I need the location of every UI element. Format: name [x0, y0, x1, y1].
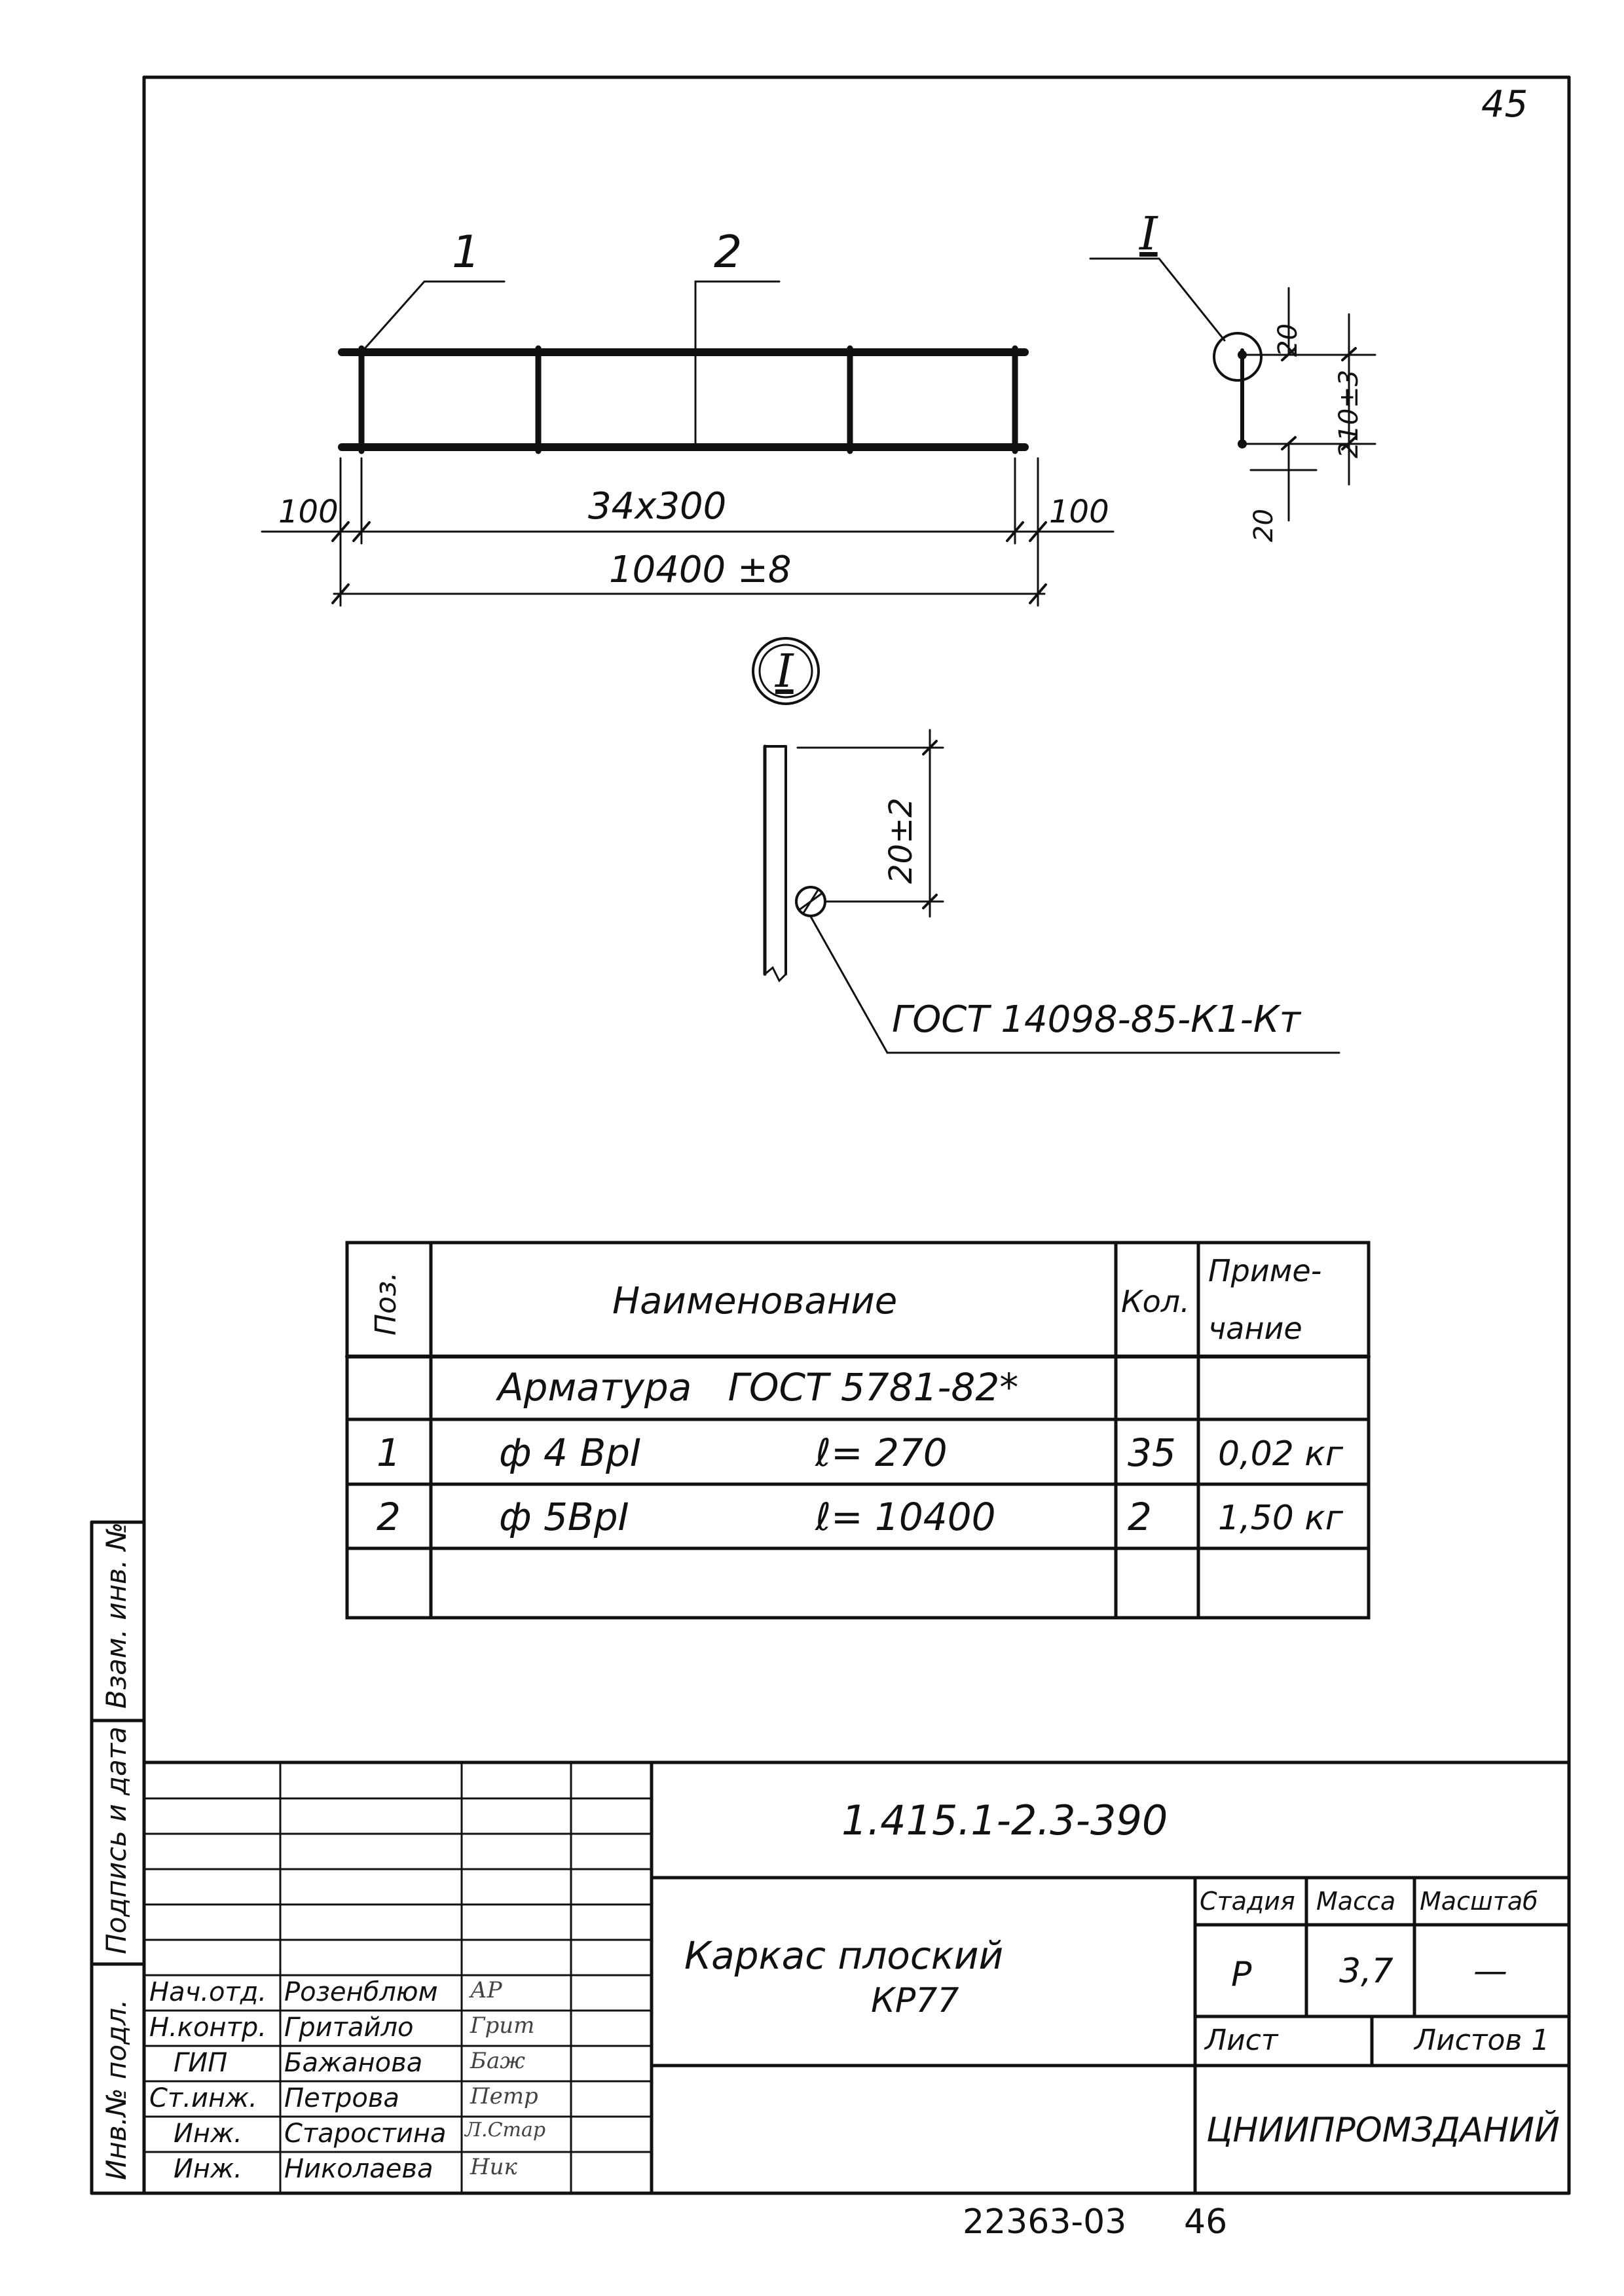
sheet-page-number: 45 — [1481, 83, 1528, 126]
spec-row-name: ф 5ВрI — [499, 1495, 629, 1539]
weld-spec: ГОСТ 14098-85-К1-Кт — [892, 998, 1301, 1041]
staff-role: Н.контр. — [149, 2013, 267, 2043]
sheets-label: Листов 1 — [1414, 2024, 1550, 2057]
dim-section-height: 210±3 — [1334, 369, 1364, 458]
staff-name: Розенблюм — [284, 1977, 438, 2007]
drawing-title-line1: Каркас плоский — [684, 1933, 1004, 1978]
staff-role: Ст.инж. — [149, 2083, 257, 2113]
position-label-2: 2 — [714, 227, 743, 278]
spec-header-qty: Кол. — [1121, 1284, 1190, 1319]
dim-step: 34x300 — [588, 485, 727, 528]
staff-signature: Ник — [470, 2154, 517, 2180]
spec-row-pos: 1 — [377, 1430, 401, 1475]
spec-row-note: 1,50 кг — [1218, 1499, 1344, 1538]
cross-section — [1090, 259, 1375, 520]
detail-view — [753, 638, 1339, 1053]
staff-name: Николаева — [284, 2154, 434, 2184]
organization-name: ЦНИИПРОМЗДАНИЙ — [1206, 2111, 1560, 2150]
spec-header-note-line2: чание — [1208, 1311, 1302, 1346]
spec-header-pos: Поз. — [369, 1271, 403, 1336]
spec-row-pos: 2 — [377, 1495, 401, 1539]
spec-group-row: Арматура ГОСТ 5781-82* — [498, 1365, 1019, 1410]
staff-signature: Грит — [470, 2013, 535, 2039]
section-view-label: I — [1139, 207, 1158, 261]
spec-row-qty: 35 — [1128, 1430, 1176, 1475]
staff-role: Нач.отд. — [149, 1977, 267, 2007]
detail-label: I — [775, 644, 794, 698]
staff-name: Бажанова — [284, 2048, 423, 2078]
dim-end-left: 100 — [278, 494, 339, 530]
staff-signature: Петр — [470, 2083, 538, 2109]
spec-header-note-line1: Приме- — [1208, 1253, 1322, 1288]
stamp-inv-original: Инв.№ подл. — [100, 1999, 132, 2180]
scale-value: — — [1473, 1952, 1507, 1991]
stamp-sign-date: Подпись и дата — [100, 1726, 132, 1954]
drawing-title-line2: КР77 — [871, 1981, 959, 2020]
dim-section-top: 20 — [1273, 323, 1303, 357]
stage-value: Р — [1231, 1955, 1252, 1994]
staff-role: Инж. — [174, 2119, 242, 2149]
bottom-code: 22363-03 — [963, 2202, 1127, 2242]
dim-overall: 10400 ±8 — [609, 549, 792, 591]
dim-section-bottom: 20 — [1249, 509, 1279, 542]
dim-end-right: 100 — [1049, 494, 1109, 530]
spec-row-name: ф 4 ВрI — [499, 1430, 642, 1475]
staff-signature: Л.Стар — [465, 2119, 546, 2141]
spec-row-length: ℓ= 270 — [815, 1430, 948, 1475]
staff-name: Гритайло — [284, 2013, 414, 2043]
staff-role: Инж. — [174, 2154, 242, 2184]
spec-row-qty: 2 — [1128, 1495, 1152, 1539]
bottom-page-number: 46 — [1184, 2202, 1228, 2242]
position-label-1: 1 — [452, 227, 481, 278]
staff-name: Старостина — [284, 2119, 447, 2149]
spec-row-length: ℓ= 10400 — [815, 1495, 996, 1539]
staff-signature: АР — [470, 1977, 502, 2003]
staff-signature: Баж — [470, 2048, 525, 2074]
stage-label: Стадия — [1200, 1887, 1295, 1916]
stamp-inv-replaced: Взам. инв. № — [100, 1522, 132, 1709]
document-code: 1.415.1-2.3-390 — [841, 1796, 1168, 1844]
staff-name: Петрова — [284, 2083, 399, 2113]
mass-label: Масса — [1316, 1887, 1396, 1916]
staff-role: ГИП — [174, 2048, 228, 2078]
spec-row-note: 0,02 кг — [1218, 1434, 1344, 1474]
scale-label: Масштаб — [1420, 1887, 1538, 1916]
detail-dim: 20±2 — [883, 797, 919, 884]
spec-header-name: Наименование — [612, 1280, 898, 1322]
mass-value: 3,7 — [1339, 1952, 1393, 1991]
sheet-label: Лист — [1205, 2024, 1278, 2057]
